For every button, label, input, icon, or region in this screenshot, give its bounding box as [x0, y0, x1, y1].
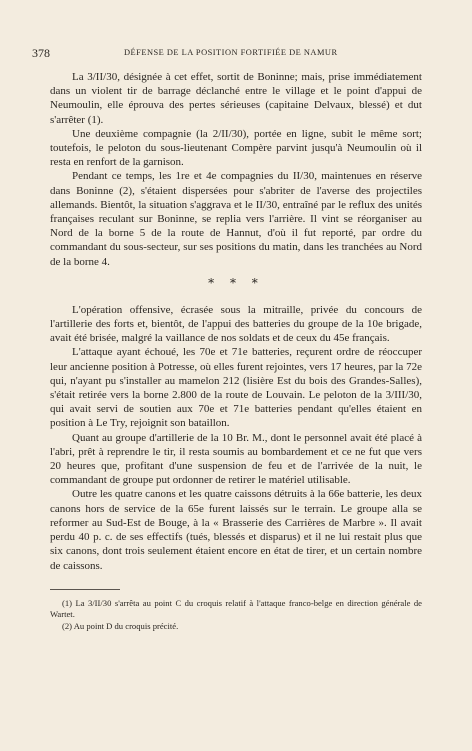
footnote: (2) Au point D du croquis précité.	[62, 620, 179, 631]
running-title: DÉFENSE DE LA POSITION FORTIFIÉE DE NAMUR	[124, 48, 338, 57]
page-body	[50, 70, 422, 632]
page-number: 378	[32, 46, 50, 60]
page-header	[32, 46, 452, 62]
footnote: (1) La 3/II/30 s'arrêta au point C du croquis relatif à l'attaque franco-belge en direction générale de Wartet.	[50, 597, 422, 620]
footnote-rule	[50, 589, 120, 590]
section-separator	[50, 277, 422, 289]
paragraph: La 3/II/30, désignée à cet effet, sortit de Boninne; mais, prise immédiatement dans un violent tir de barrage déclanché entre le village et le point d'appui de Neumoulin, elle éprouva des pertes sérieuses (capitaine Delvaux, blessé) et dut s'arrêter (1).	[50, 71, 422, 126]
paragraph: Outre les quatre canons et les quatre caissons détruits à la 66e batterie, les deux canons hors de service de la 65e furent laissés sur le terrain. Le groupe alla se reformer au Sud-Est de Bouge, à la « Brasserie des Carrières de Marbre ». Il avait perdu 40 p. c. de ses effectifs (tués, blessés et disparus) et il ne lui restait plus que six canons, dont trois seulement étaient encore en état de tirer, et un certain nombre de caissons.	[50, 488, 422, 572]
paragraph: L'opération offensive, écrasée sous la mitraille, privée du concours de l'artillerie des forts et, bientôt, de l'appui des batteries du groupe de la 10e brigade, avait été brisée, malgré la vaillance de nos soldats et de ceux du 45e français.	[50, 303, 422, 345]
separator-asterisks: * * *	[208, 275, 264, 290]
paragraph: L'attaque ayant échoué, les 70e et 71e batteries, reçurent ordre de réoccuper leur ancienne position à Potresse, où elles furent rejointes, vers 17 heures, par la 72e qui, n'ayant pu s'installer au mamelon 212 (lisière Est du bois des Grandes-Salles), s'était retirée vers la borne 2.800 de la route de Louvain. Le peloton de la 3/III/30, qui avait servi de soutien aux 70e et 71e batteries pendant qu'elles étaient en position à Le Try, rejoignit son bataillon.	[50, 346, 422, 430]
paragraph: Une deuxième compagnie (la 2/II/30), portée en ligne, subit le même sort; toutefois, le peloton du sous-lieutenant Compère parvint jusqu'à Neumoulin où il resta en renfort de la garnison.	[50, 127, 422, 169]
paragraph: Quant au groupe d'artillerie de la 10 Br. M., dont le personnel avait été placé à l'abri, prêt à reprendre le tir, il resta soumis au bombardement et ce ne fut que vers 20 heures que, profitant d'une suspension de feu et de l'arrivée de la nuit, le commandant de groupe put ordonner de retirer le matériel utilisable.	[50, 431, 422, 487]
paragraph: Pendant ce temps, les 1re et 4e compagnies du II/30, maintenues en réserve dans Boninne (2), s'étaient dispersées pour s'abriter de l'averse des projectiles allemands. Bientôt, la situation s'aggrava et le II/30, entraîné par le reflux des unités françaises reculant sur Boninne, se replia vers l'arrière. Il vint se réorganiser au Nord de la borne 5 de la route de Hannut, d'où il fut reporté, par ordre du commandant du sous-secteur, sur ses positions du matin, dans les tranchées au Nord de la borne 4.	[50, 170, 422, 268]
